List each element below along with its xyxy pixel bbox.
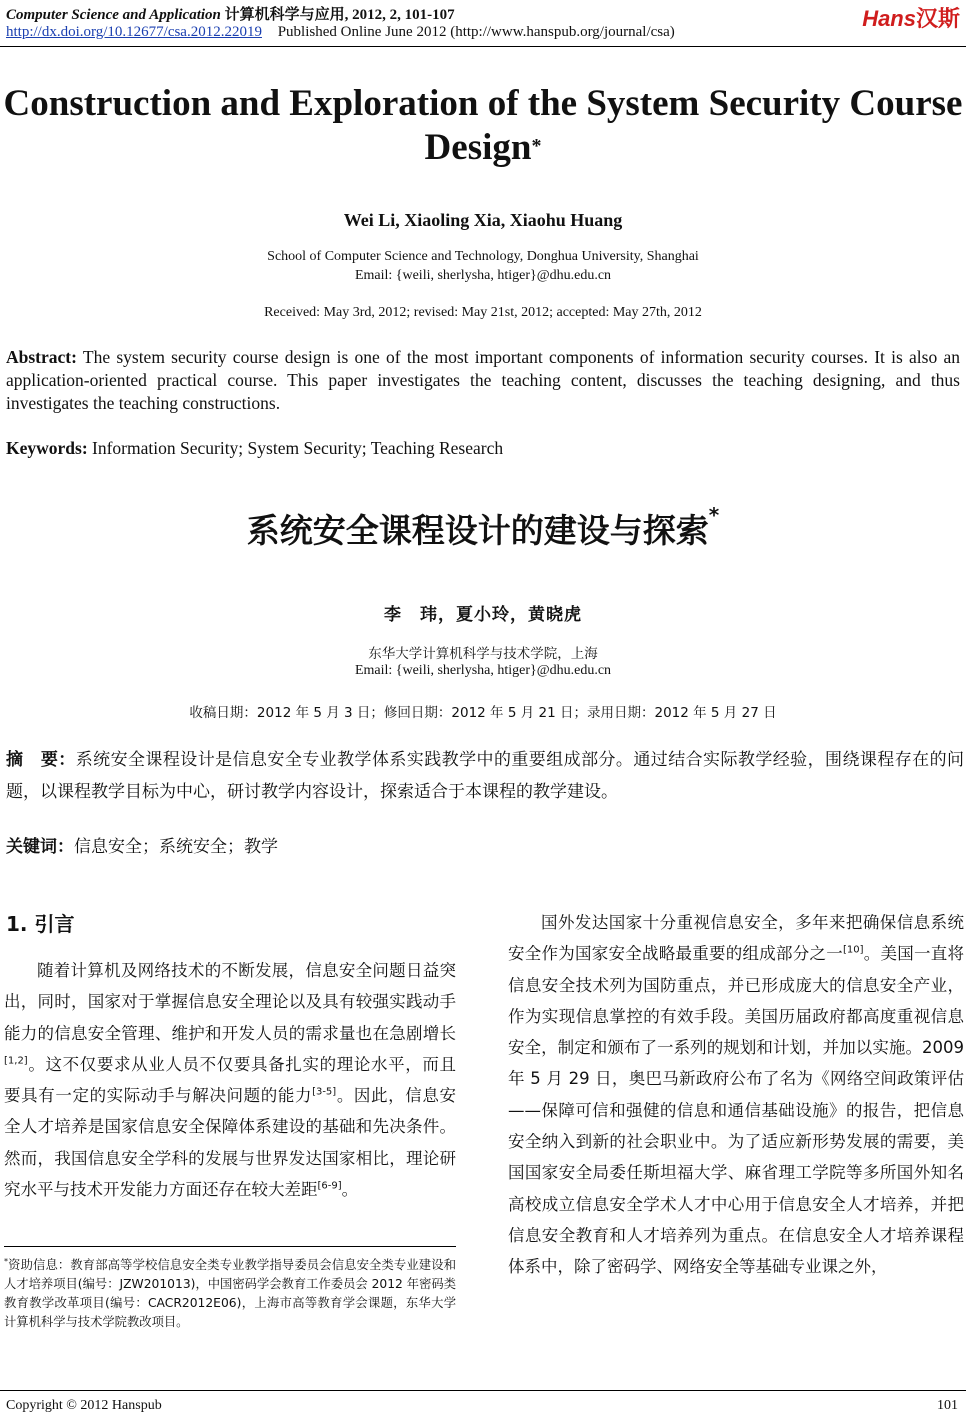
keywords-en-label: Keywords: [6,438,88,458]
footnote-text: 资助信息：教育部高等学校信息安全类专业教学指导委员会信息安全类专业建设和人才培养项目(编号：JZW201013)，中国密码学会教育工作委员会 2012 年密码类教育教学改革项目(编号：CACR2012E06)，上海市高等教育学会课题，东华大学计算机科学与技术学院教改项目。 [4,1258,456,1330]
section-heading-intro: 1. 引言 [6,912,75,936]
title-en-text: Construction and Exploration of the System Security Course Design [3,83,963,168]
footnote-divider [4,1246,456,1247]
journal-name-en: Computer Science and Application [6,7,221,23]
affiliation-cn: 东华大学计算机科学与技术学院，上海 [368,646,598,662]
paper-title-en [0,82,966,170]
journal-volume: 2012, 2, 101-107 [352,7,455,23]
abstract-en-label: Abstract: [6,347,77,367]
title-cn-footnote-mark: * [708,503,720,527]
journal-name-cn: 计算机科学与应用, [224,7,349,23]
abstract-cn-label: 摘 要： [6,750,76,770]
intro-right-text-1: 国外发达国家十分重视信息安全，多年来把确保信息系统安全作为国家安全战略最重要的组成部分之一 [508,913,964,964]
keywords-en [6,438,503,459]
footer-divider [0,1390,966,1391]
title-en-footnote-mark: * [531,135,542,157]
funding-footnote [4,1252,456,1332]
abstract-cn-text: 系统安全课程设计是信息安全专业教学体系实践教学中的重要组成部分。通过结合实际教学经验，围绕课程存在的问题，以课程教学目标为中心，研讨教学内容设计，探索适合于本课程的教学建设。 [6,750,965,802]
dates-en: Received: May 3rd, 2012; revised: May 21st, 2012; accepted: May 27th, 2012 [264,305,702,320]
dates-cn: 收稿日期：2012 年 5 月 3 日；修回日期：2012 年 5 月 21 日；录用日期：2012 年 5 月 27 日 [189,705,777,721]
intro-left-text-4: 。 [341,1180,359,1200]
publisher-logo [862,2,960,33]
header-divider [0,46,966,47]
doi-link[interactable]: http://dx.doi.org/10.12677/csa.2012.22019 [6,24,262,40]
body-column-left [4,955,456,1205]
citation-ref[interactable]: [3-5] [312,1086,337,1098]
doi-line [6,24,675,41]
paper-title-cn [0,505,966,552]
email-en: Email: {weili, sherlysha, htiger}@dhu.edu.cn [354,268,612,283]
affiliation-en: School of Computer Science and Technology, Donghua University, Shanghai [267,249,699,264]
logo-cn: 汉斯 [915,6,960,31]
citation-ref[interactable]: [6-9] [317,1180,342,1192]
published-online: Published Online June 2012 (http://www.hanspub.org/journal/csa) [277,24,675,40]
page-number: 101 [937,1398,958,1413]
intro-left-text-3: 。因此，信息安全人才培养是国家信息安全保障体系建设的基础和先决条件。然而，我国信息安全学科的发展与世界发达国家相比，理论研究水平与技术开发能力方面还存在较大差距 [4,1086,457,1200]
keywords-cn-text: 信息安全；系统安全；教学 [74,837,278,857]
abstract-en-text: The system security course design is one of the most important components of information security courses. It is also an application-oriented practical course. This paper investigates the teaching content, discusses the teaching designing, and thus investigates the teaching constructions. [6,347,960,413]
intro-left-text-2: 。这不仅要求从业人员不仅要具备扎实的理论水平，而且要具有一定的实际动手与解决问题的能力 [4,1054,456,1106]
abstract-en [6,346,960,415]
logo-latin: Hans [862,6,916,31]
title-cn-text: 系统安全课程设计的建设与探索 [246,511,709,550]
footnote-mark: * [4,1257,8,1266]
citation-ref[interactable]: [1,2] [4,1055,28,1067]
body-column-right [508,907,964,1283]
citation-ref[interactable]: [10] [842,944,864,956]
email-cn: Email: {weili, sherlysha, htiger}@dhu.edu.cn [354,663,612,678]
keywords-cn [6,832,278,857]
authors-cn: 李 玮，夏小玲，黄晓虎 [384,605,582,624]
keywords-en-text: Information Security; System Security; Teaching Research [92,438,504,458]
intro-right-text-2: 。美国一直将信息安全技术列为国防重点，并已形成庞大的信息安全产业，作为实现信息掌控的有效手段。美国历届政府都高度重视信息安全，制定和颁布了一系列的规划和计划，并加以实施。2009 年 5 月 29 日，奥巴马新政府公布了名为《网络空间政策评估——保障可信和强健的信息和通信基础设施》的报告，把信息安全纳入到新的社会职业中。为了适应新形势发展的需要，美国国家安全局委任斯坦福大学、麻省理工学院等多所国外知名高校成立信息安全学术人才中心用于信息安全人才培养，并把信息安全教育和人才培养列为重点。在信息安全人才培养课程体系中，除了密码学、网络安全等基础专业课之外， [508,944,965,1277]
keywords-cn-label: 关键词： [6,837,74,857]
journal-header [6,3,455,24]
abstract-cn [6,744,964,808]
copyright-notice: Copyright © 2012 Hanspub [6,1398,162,1413]
authors-en: Wei Li, Xiaoling Xia, Xiaohu Huang [343,210,623,230]
intro-left-text-1: 随着计算机及网络技术的不断发展，信息安全问题日益突出，同时，国家对于掌握信息安全理论以及具有较强实践动手能力的信息安全管理、维护和开发人员的需求量也在急剧增长 [4,961,456,1043]
